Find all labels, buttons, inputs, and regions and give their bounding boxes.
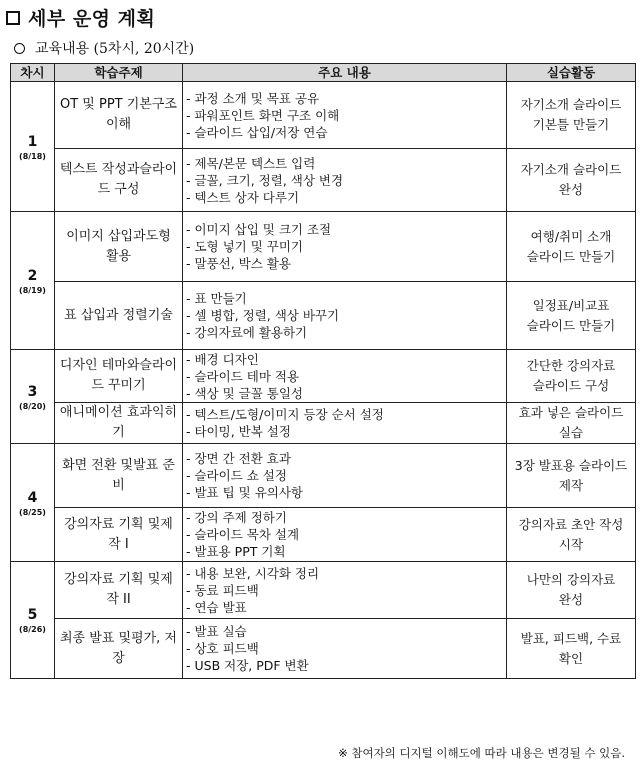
cell-line: - 표 만들기 [186, 291, 247, 306]
cell-line: 자기소개 슬라이드 [520, 162, 622, 177]
cell-line: 여행/취미 소개 [530, 228, 612, 244]
table-row [11, 562, 636, 619]
cell-line: - 슬라이드 목차 설계 [186, 527, 300, 542]
session-cell [11, 350, 55, 444]
session-date: (8/20) [19, 401, 46, 411]
cell-line: - 연습 발표 [186, 599, 247, 615]
cell-line: 완성 [558, 592, 584, 607]
cell-line: - 타이밍, 반복 설정 [186, 424, 291, 439]
cell-line: 확인 [558, 650, 584, 666]
cell-line: 3장 발표용 슬라이드 [514, 457, 628, 473]
cell-line: 기술 [147, 307, 173, 323]
cell-line: - 내용 보완, 시각화 정리 [186, 565, 320, 581]
header-topic: 학습주제 [55, 64, 183, 82]
cell-line: 화면 전환 및 [62, 457, 134, 473]
topic-cell [55, 508, 183, 562]
cell-line: 슬라이드 만들기 [526, 317, 616, 333]
cell-line: - 색상 및 글꼴 통일성 [186, 385, 304, 401]
activity-cell [507, 212, 636, 282]
cell-line: 슬라이드 구성 [97, 162, 178, 197]
session-number: 5 [27, 607, 38, 623]
footnote: ※ 참여자의 디지털 이해도에 따라 내용은 변경될 수 있음. [338, 746, 625, 760]
cell-line: - 말풍선, 박스 활용 [186, 256, 291, 271]
topic-cell [55, 562, 183, 619]
content-cell [183, 350, 507, 403]
cell-line: - 슬라이드 삽입/저장 연습 [186, 124, 328, 140]
session-date: (8/18) [19, 151, 46, 161]
cell-line: 발표, 피드백, 수료 [520, 630, 622, 646]
session-cell [11, 444, 55, 562]
activity-cell [507, 403, 636, 444]
section-title [6, 4, 155, 31]
cell-line: 실습 [558, 425, 584, 440]
table-body [11, 82, 636, 679]
cell-line: 슬라이드 만들기 [526, 248, 616, 264]
table-row [11, 82, 636, 149]
table-row [11, 619, 636, 679]
cell-line: 간단한 강의자료 [526, 358, 616, 373]
cell-line: - 발표 팁 및 유의사항 [186, 485, 304, 500]
content-cell [183, 82, 507, 149]
activity-cell [507, 508, 636, 562]
content-cell [183, 282, 507, 350]
topic-cell [55, 82, 183, 149]
cell-line: 익히기 [112, 405, 178, 440]
cell-line: - 글꼴, 크기, 정렬, 색상 변경 [186, 172, 344, 188]
content-cell [183, 508, 507, 562]
cell-line: 평가, 저장 [112, 630, 177, 666]
content-cell [183, 212, 507, 282]
activity-cell [507, 619, 636, 679]
cell-line: 텍스트 작성과 [59, 162, 140, 177]
table-row [11, 444, 636, 508]
activity-cell [507, 282, 636, 350]
cell-line: 슬라이드 꾸미기 [91, 358, 178, 393]
session-number: 4 [27, 489, 38, 506]
cell-line: 제작 I [108, 516, 173, 552]
content-cell [183, 619, 507, 679]
topic-cell [55, 212, 183, 282]
cell-line: - 슬라이드 테마 적용 [186, 368, 300, 384]
cell-line: OT 및 PPT 기본 [60, 97, 152, 112]
table-row [11, 282, 636, 350]
cell-line: 구조 이해 [105, 97, 177, 132]
schedule-table [10, 63, 636, 679]
topic-cell [55, 403, 183, 444]
cell-line: - 과정 소개 및 목표 공유 [186, 90, 320, 106]
cell-line: 일정표/비교표 [532, 297, 610, 313]
topic-cell [55, 619, 183, 679]
cell-line: - 텍스트/도형/이미지 등장 순서 설정 [186, 407, 384, 422]
section-title-text: 세부 운영 계획 [28, 8, 156, 30]
cell-line: - 동료 피드백 [186, 582, 259, 598]
cell-line: - 도형 넣기 및 꾸미기 [186, 239, 304, 254]
topic-cell [55, 282, 183, 350]
topic-cell [55, 444, 183, 508]
table-row [11, 508, 636, 562]
session-cell [11, 82, 55, 212]
content-cell [183, 403, 507, 444]
cell-line: 시작 [558, 536, 584, 552]
content-cell [183, 444, 507, 508]
cell-line: - 강의 주제 정하기 [186, 510, 287, 525]
activity-cell [507, 82, 636, 149]
content-cell [183, 562, 507, 619]
subsection-title [14, 38, 194, 58]
cell-line: 표 삽입과 정렬 [64, 307, 148, 323]
cell-line: 강의자료 초안 작성 [518, 516, 624, 532]
cell-line: - USB 저장, PDF 변환 [186, 658, 309, 673]
cell-line: 완성 [558, 182, 584, 197]
cell-line: 애니메이션 효과 [59, 405, 152, 420]
table-row [11, 149, 636, 212]
cell-line: 디자인 테마와 [59, 358, 140, 373]
cell-line: - 강의자료에 활용하기 [186, 325, 308, 340]
activity-cell [507, 149, 636, 212]
cell-line: - 텍스트 상자 다루기 [186, 189, 300, 205]
cell-line: 도형 활용 [105, 228, 171, 264]
cell-line: - 상호 피드백 [186, 641, 259, 656]
activity-cell [507, 444, 636, 508]
cell-line: - 발표용 PPT 기획 [186, 544, 286, 559]
cell-line: 제작 II [106, 572, 173, 607]
session-number: 2 [27, 267, 38, 284]
cell-line: 나만의 강의자료 [526, 572, 616, 587]
table-row [11, 212, 636, 282]
cell-line: 발표 준비 [112, 457, 175, 493]
cell-line: 이미지 삽입과 [66, 228, 146, 244]
session-number: 1 [27, 133, 38, 150]
table-row [11, 403, 636, 444]
content-cell [183, 149, 507, 212]
subsection-title-text: 교육내용 (5차시, 20시간) [35, 41, 195, 57]
topic-cell [55, 350, 183, 403]
cell-line: - 파워포인트 화면 구조 이해 [186, 107, 340, 123]
session-date: (8/19) [19, 285, 46, 295]
cell-line: 강의자료 기획 및 [64, 572, 161, 587]
cell-line: 효과 넣은 슬라이드 [518, 405, 624, 420]
table-row [11, 350, 636, 403]
cell-line: - 배경 디자인 [186, 351, 259, 367]
header-content: 주요 내용 [183, 64, 507, 82]
activity-cell [507, 350, 636, 403]
header-session: 차시 [11, 64, 55, 82]
cell-line: - 이미지 삽입 및 크기 조절 [186, 222, 332, 237]
session-cell [11, 562, 55, 679]
cell-line: - 셀 병합, 정렬, 색상 바꾸기 [186, 308, 340, 323]
circle-bullet-icon [14, 43, 25, 54]
session-date: (8/26) [19, 625, 46, 634]
cell-line: - 제목/본문 텍스트 입력 [186, 155, 316, 171]
cell-line: 자기소개 슬라이드 [520, 97, 622, 112]
cell-line: 제작 [558, 477, 584, 493]
header-activity: 실습활동 [507, 64, 636, 82]
cell-line: 최종 발표 및 [59, 630, 132, 646]
session-number: 3 [27, 383, 38, 400]
session-date: (8/25) [19, 507, 46, 517]
checkbox-square-icon [6, 11, 20, 25]
cell-line: 슬라이드 구성 [532, 378, 610, 393]
topic-cell [55, 149, 183, 212]
session-cell [11, 212, 55, 350]
cell-line: - 슬라이드 쇼 설정 [186, 468, 287, 483]
activity-cell [507, 562, 636, 619]
cell-line: - 장면 간 전환 효과 [186, 451, 291, 466]
cell-line: 기본틀 만들기 [532, 117, 610, 132]
cell-line: - 발표 실습 [186, 624, 247, 639]
table-header-row [11, 64, 636, 82]
cell-line: 강의자료 기획 및 [64, 516, 161, 532]
